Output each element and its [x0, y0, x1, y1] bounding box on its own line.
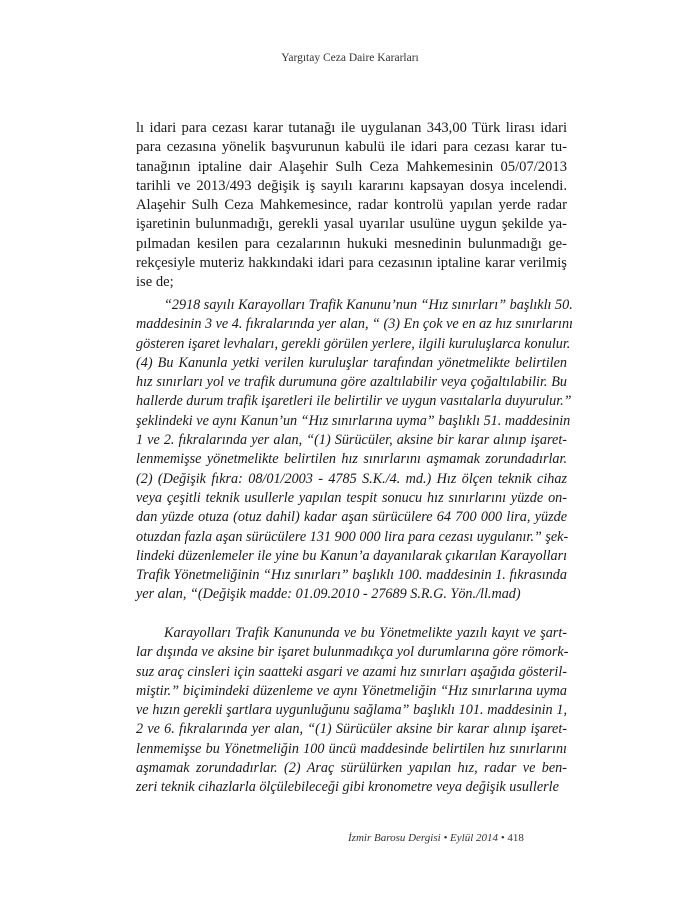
text-line: suz araç cinsleri için saatteki asgari ve azami hız sınırları aşağıda gösteril-: [136, 663, 567, 680]
text-line: otuzdan fazla aşan sürücülere 131 900 000 lira para cezası uygulanır.” şek-: [136, 528, 569, 545]
text-line: aşmamak zorundadırlar. (2) Araç sürülürken yapılan hız, radar ve ben-: [136, 760, 567, 777]
paragraph-3-quote: [136, 624, 567, 798]
running-header: Yargıtay Ceza Daire Kararları: [281, 52, 419, 64]
text-line: şeklindeki ve aynı Kanun’un “Hız sınırlarına uyma” başlıklı 51. maddesinin: [136, 412, 571, 429]
text-line: miştir.” biçimindeki düzenleme ve aynı Yönetmeliğin “Hız sınırlarına uyma: [136, 682, 567, 699]
text-line: tarihli ve 2013/493 değişik iş sayılı kararını kapsayan dosya incelendi.: [136, 177, 567, 194]
paragraph-1: [136, 119, 567, 293]
text-line: lı idari para cezası karar tutanağı ile uygulanan 343,00 Türk lirası idari: [136, 120, 567, 136]
text-line: Trafik Yönetmeliğinin “Hız sınırları” başlıklı 100. maddesinin 1. fıkrasında: [136, 567, 567, 584]
text-line: 1 ve 2. fıkralarında yer alan, “(1) Sürücüler, aksine bir karar alınıp işaret-: [136, 432, 567, 449]
text-line: 2 ve 6. fıkralarında yer alan, “(1) Sürücüler aksine bir karar alınıp işaret-: [136, 721, 567, 738]
text-line: lenmemişse bu Yönetmeliğin 100 üncü maddesinde belirtilen hız sınırlarını: [136, 740, 567, 757]
page-number: 418: [507, 832, 524, 844]
text-line: (4) Bu Kanunla yetki verilen kuruluşlar tarafından yönetmelikte belirtilen: [136, 354, 567, 371]
text-line: ise de;: [136, 274, 174, 291]
text-line: gösteren işaret levhaları, gerekli görülen yerlere, ilgili kuruluşlarca konulur.: [136, 335, 571, 352]
text-line: tanağının iptaline dair Alaşehir Sulh Ceza Mahkemesinin 05/07/2013: [136, 158, 567, 175]
text-line: lenmemişse yönetmelikte belirtilen hız sınırlarını aşmamak zorundadırlar.: [136, 451, 567, 468]
text-line: lindeki düzenlemeler ile yine bu Kanun’a dayanılarak çıkarılan Karayolları: [136, 547, 568, 564]
paragraph-2-quote: [136, 296, 573, 605]
text-line: para cezasına yönelik başvurunun kabulü ile idari para cezası karar tu-: [136, 139, 567, 156]
text-line: “2918 sayılı Karayolları Trafik Kanunu’nun “Hız sınırları” başlıklı 50.: [164, 297, 573, 313]
text-line: pılmadan kesilen para cezalarının hukuki mesnedinin bulunmadığı ge-: [136, 235, 567, 252]
text-line: yer alan, “(Değişik madde: 01.09.2010 - 27689 S.R.G. Yön./ll.mad): [136, 586, 521, 603]
text-line: ve hızın gerekli şartlara uygunluğunu sağlama” başlıklı 101. maddesinin 1,: [136, 702, 567, 719]
text-line: (2) (Değişik fıkra: 08/01/2003 - 4785 S.K./4. md.) Hız ölçen teknik cihaz: [136, 470, 567, 487]
text-line: Karayolları Trafik Kanununda ve bu Yönetmelikte yazılı kayıt ve şart-: [164, 625, 567, 641]
text-line: hallerde durum trafik işaretleri ile belirtilir ve uygun vasıtalarla duyurulur.”: [136, 393, 572, 410]
text-line: veya çeşitli teknik usullerle yapılan tespit sonucu hız sınırlarını yüzde on-: [136, 489, 567, 506]
page-footer: [348, 832, 524, 844]
text-line: hız sınırları yol ve trafik durumuna göre azaltılabilir veya çoğaltılabilir. Bu: [136, 374, 567, 391]
text-line: maddesinin 3 ve 4. fıkralarında yer alan, “ (3) En çok ve en az hız sınırlarını: [136, 316, 573, 333]
text-line: Alaşehir Sulh Ceza Mahkemesince, radar kontrolü yapılan yerde radar: [136, 197, 567, 214]
text-line: zeri teknik cihazlarla ölçülebileceği gibi kronometre veya değişik usullerle: [136, 779, 559, 796]
text-line: işaretinin bulunmadığı, gerekli yasal uyarılar usulüne uygun şekilde ya-: [136, 216, 567, 233]
text-line: lar dışında ve aksine bir işaret bulunmadıkça yol durumlarına göre römork-: [136, 644, 569, 661]
text-line: rekçesiyle muteriz hakkındaki idari para cezasının iptaline karar verilmiş: [136, 255, 567, 272]
journal-citation: İzmir Barosu Dergisi • Eylül 2014 •: [348, 832, 505, 844]
text-line: dan yüzde otuza (otuz dahil) kadar aşan sürücülere 64 700 000 lira, yüzde: [136, 509, 567, 526]
